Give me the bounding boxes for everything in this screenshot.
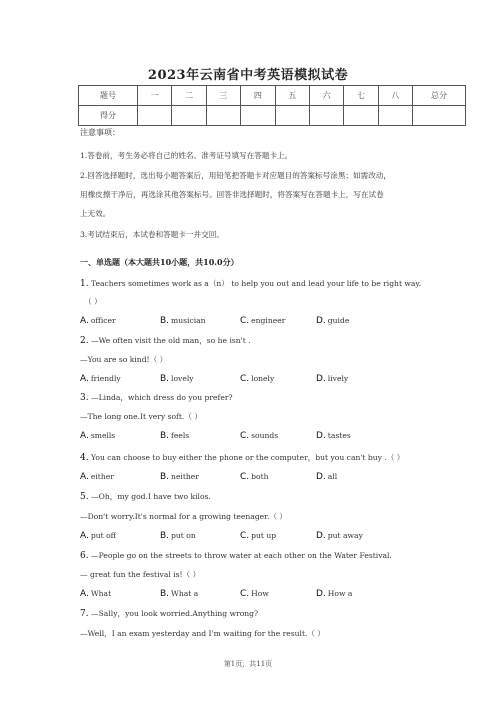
option-b[interactable] bbox=[160, 374, 194, 384]
option-text: neither bbox=[171, 472, 199, 481]
score-table-header-row bbox=[79, 86, 466, 106]
option-text: officer bbox=[90, 316, 116, 325]
score-cell: 七 bbox=[344, 86, 378, 106]
question-2-line-2: —You are so kind!（ ） bbox=[80, 355, 168, 364]
score-cell: 总分 bbox=[413, 86, 466, 106]
option-letter: A. bbox=[80, 431, 89, 441]
option-text: all bbox=[327, 472, 338, 481]
option-letter: D. bbox=[316, 431, 326, 441]
option-text: tastes bbox=[327, 431, 351, 440]
score-blank-cell bbox=[172, 106, 206, 126]
question-3-line-1 bbox=[80, 392, 233, 404]
question-3-line-2: —The long one.It very soft.（ ） bbox=[80, 412, 202, 421]
question-7-line-1 bbox=[80, 608, 258, 620]
option-text: musician bbox=[171, 316, 206, 325]
question-text: —Sally，you look worried.Anything wrong? bbox=[91, 609, 259, 618]
question-number: 6. bbox=[80, 551, 89, 561]
score-blank-cell bbox=[378, 106, 412, 126]
option-a[interactable] bbox=[80, 531, 116, 541]
question-number: 2. bbox=[80, 336, 89, 346]
option-c[interactable] bbox=[240, 316, 285, 326]
score-cell: 一 bbox=[138, 86, 172, 106]
option-b[interactable] bbox=[160, 472, 199, 482]
option-text: both bbox=[251, 472, 269, 481]
option-letter: A. bbox=[80, 316, 89, 326]
option-letter: C. bbox=[240, 472, 250, 482]
option-b[interactable] bbox=[160, 431, 189, 441]
question-6-line-1 bbox=[80, 550, 392, 562]
option-text: smells bbox=[90, 431, 116, 440]
score-blank-cell bbox=[138, 106, 172, 126]
option-letter: B. bbox=[160, 431, 170, 441]
option-letter: C. bbox=[240, 589, 250, 599]
question-text: Teachers sometimes work as a（n） to help you out and lead your life to be right way. bbox=[91, 279, 422, 288]
question-1-line-2: （ ） bbox=[84, 297, 102, 306]
question-number: 5. bbox=[80, 492, 89, 502]
option-a[interactable] bbox=[80, 374, 121, 384]
option-letter: B. bbox=[160, 374, 170, 384]
page-title: 2023年云南省中考英语模拟试卷 bbox=[147, 68, 349, 83]
question-text: —People go on the streets to throw water at each other on the Water Festival. bbox=[91, 551, 392, 560]
option-letter: B. bbox=[160, 589, 170, 599]
option-d[interactable] bbox=[316, 316, 349, 326]
option-letter: D. bbox=[316, 374, 326, 384]
score-table bbox=[78, 85, 466, 126]
option-text: lovely bbox=[171, 374, 194, 383]
option-text: lonely bbox=[251, 374, 275, 383]
question-5-line-1 bbox=[80, 491, 211, 503]
question-text: You can choose to buy either the phone or the computer，but you can't buy .（ ） bbox=[91, 453, 405, 462]
option-letter: C. bbox=[240, 316, 250, 326]
option-text: What bbox=[90, 589, 112, 598]
option-letter: C. bbox=[240, 531, 250, 541]
option-letter: D. bbox=[316, 531, 326, 541]
option-letter: D. bbox=[316, 316, 326, 326]
option-d[interactable] bbox=[316, 531, 363, 541]
option-text: put off bbox=[90, 531, 117, 540]
question-text: —Oh，my god.I have two kilos. bbox=[91, 492, 211, 501]
option-text: feels bbox=[171, 431, 190, 440]
option-text: put on bbox=[171, 531, 196, 540]
question-number: 4. bbox=[80, 453, 89, 463]
note-2-line-2: 用橡皮擦干净后，再选涂其他答案标号。回答非选择题时，将答案写在答题卡上，写在试卷 bbox=[80, 190, 384, 199]
option-letter: A. bbox=[80, 472, 89, 482]
option-text: friendly bbox=[90, 374, 121, 383]
option-letter: B. bbox=[160, 531, 170, 541]
option-text: What a bbox=[171, 589, 199, 598]
option-a[interactable] bbox=[80, 472, 114, 482]
score-cell: 三 bbox=[206, 86, 240, 106]
question-7-line-2: —Well，I an exam yesterday and I'm waiting for the result.（ ） bbox=[80, 629, 326, 638]
option-letter: D. bbox=[316, 589, 326, 599]
option-letter: B. bbox=[160, 472, 170, 482]
score-blank-cell bbox=[309, 106, 343, 126]
score-cell: 二 bbox=[172, 86, 206, 106]
score-blank-cell bbox=[275, 106, 309, 126]
option-c[interactable] bbox=[240, 431, 278, 441]
question-6-line-2: — great fun the festival is!（ ） bbox=[80, 570, 201, 579]
note-2-line-3: 上无效。 bbox=[80, 209, 111, 218]
option-letter: C. bbox=[240, 431, 250, 441]
option-a[interactable] bbox=[80, 431, 115, 441]
question-5-line-2: —Don't worry.It's normal for a growing teenager.（ ） bbox=[80, 512, 287, 521]
option-d[interactable] bbox=[316, 431, 351, 441]
option-letter: A. bbox=[80, 589, 89, 599]
option-b[interactable] bbox=[160, 589, 198, 599]
score-table-score-row bbox=[79, 106, 466, 126]
option-text: engineer bbox=[251, 316, 286, 325]
score-cell: 四 bbox=[241, 86, 275, 106]
option-text: either bbox=[90, 472, 114, 481]
note-3: 3.考试结束后，本试卷和答题卡一并交回。 bbox=[80, 230, 224, 239]
notes-heading: 注意事项： bbox=[80, 128, 120, 137]
option-d[interactable] bbox=[316, 589, 352, 599]
option-letter: A. bbox=[80, 531, 89, 541]
option-text: sounds bbox=[251, 431, 279, 440]
score-cell: 八 bbox=[378, 86, 412, 106]
note-2-line-1: 2.回答选择题时，选出每小题答案后，用铅笔把答题卡对应题目的答案标号涂黑；如需改动， bbox=[80, 171, 391, 180]
option-text: put up bbox=[251, 531, 277, 540]
option-c[interactable] bbox=[240, 472, 269, 482]
option-letter: C. bbox=[240, 374, 250, 384]
score-cell: 得分 bbox=[79, 106, 138, 126]
option-text: guide bbox=[327, 316, 350, 325]
question-number: 3. bbox=[80, 393, 89, 403]
score-blank-cell bbox=[241, 106, 275, 126]
option-letter: B. bbox=[160, 316, 170, 326]
option-b[interactable] bbox=[160, 316, 206, 326]
score-blank-cell bbox=[413, 106, 466, 126]
option-letter: A. bbox=[80, 374, 89, 384]
question-text: —We often visit the old man，so he isn't . bbox=[91, 336, 251, 345]
question-1-line-1 bbox=[80, 278, 421, 290]
note-1: 1.答卷前，考生务必将自己的姓名、准考证号填写在答题卡上。 bbox=[80, 151, 293, 160]
question-number: 1. bbox=[80, 279, 89, 289]
option-d[interactable] bbox=[316, 472, 337, 482]
section-heading: 一、单选题（本大题共10小题，共10.0分） bbox=[80, 257, 239, 267]
option-text: How a bbox=[327, 589, 353, 598]
option-a[interactable] bbox=[80, 316, 116, 326]
option-d[interactable] bbox=[316, 374, 348, 384]
option-letter: D. bbox=[316, 472, 326, 482]
option-c[interactable] bbox=[240, 531, 276, 541]
option-b[interactable] bbox=[160, 531, 196, 541]
option-c[interactable] bbox=[240, 589, 269, 599]
score-blank-cell bbox=[206, 106, 240, 126]
option-a[interactable] bbox=[80, 589, 111, 599]
option-text: lively bbox=[327, 374, 349, 383]
score-blank-cell bbox=[344, 106, 378, 126]
question-text: —Linda，which dress do you prefer? bbox=[91, 393, 233, 402]
option-text: put away bbox=[327, 531, 363, 540]
page-footer: 第1页，共11页 bbox=[223, 660, 273, 668]
score-cell: 题号 bbox=[79, 86, 138, 106]
score-cell: 五 bbox=[275, 86, 309, 106]
score-cell: 六 bbox=[309, 86, 343, 106]
option-c[interactable] bbox=[240, 374, 274, 384]
question-2-line-1 bbox=[80, 335, 251, 347]
question-4-line-1 bbox=[80, 452, 404, 464]
question-number: 7. bbox=[80, 609, 89, 619]
option-text: How bbox=[251, 589, 269, 598]
